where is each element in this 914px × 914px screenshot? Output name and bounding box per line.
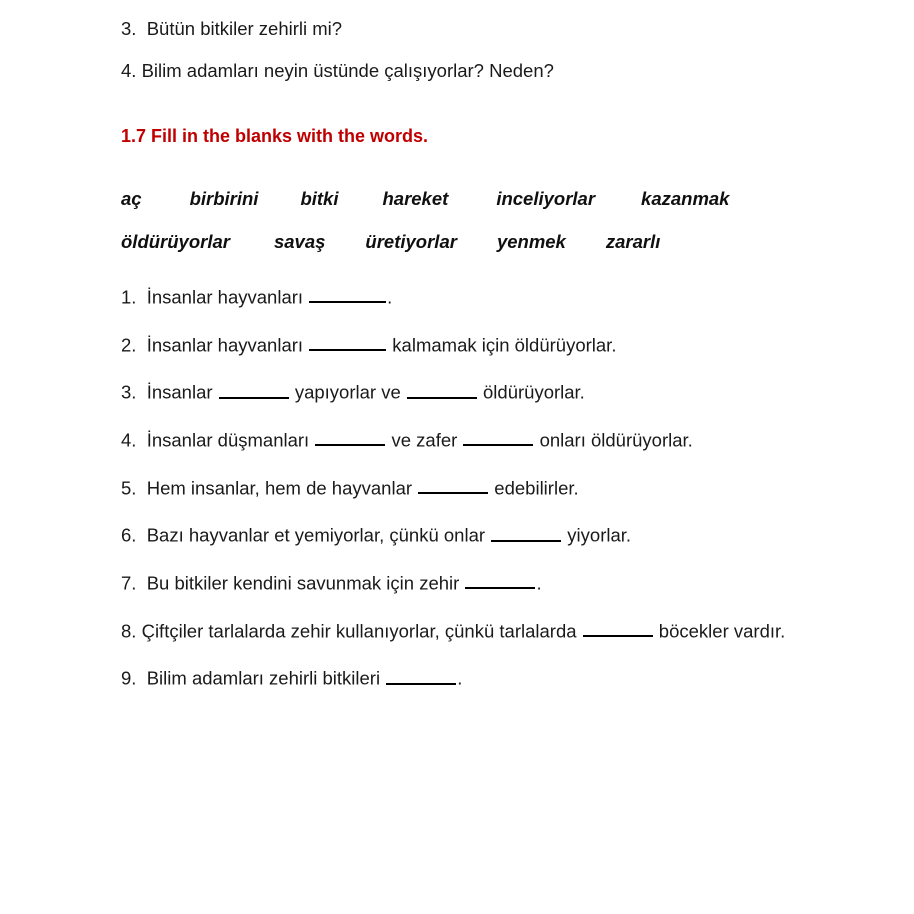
exercise-item-number: 2. [121,333,137,355]
exercise-item-number: 3. [121,381,137,403]
word-bank [121,190,821,251]
exercise-item-text: . [457,667,463,689]
exercise-item-text: . [387,286,393,308]
exercise-item-text: . [536,572,542,594]
word-bank-word: savaş [273,230,326,252]
word-bank-word: inceliyorlar [496,188,596,209]
exercise-item-text: İnsanlar hayvanları [136,333,309,355]
exercise-item [121,571,821,596]
exercise-item-number: 5. [121,476,137,498]
previous-questions-block [121,0,821,80]
fill-in-blank[interactable] [386,666,456,684]
exercise-item-text: onları öldürüyorlar. [534,429,693,451]
exercise-item-number: 7. [121,572,137,594]
exercise-item-text: Bazı hayvanlar et yemiyorlar, çünkü onlar [136,524,491,546]
exercise-item-number: 6. [121,524,137,546]
fill-in-blank[interactable] [315,428,385,446]
word-bank-word: öldürüyorlar [121,230,230,252]
exercise-item-number: 4. [121,429,137,451]
fill-in-blank[interactable] [309,285,386,303]
previous-question-line: 4. Bilim adamları neyin üstünde çalışıyorlar? Neden? [121,59,554,81]
exercise-item [121,666,821,691]
fill-in-blank[interactable] [583,619,653,637]
fill-in-blank[interactable] [418,476,488,494]
exercise-item [121,523,821,548]
exercise-item-text: Hem insanlar, hem de hayvanlar [136,476,418,498]
exercise-item-text: öldürüyorlar. [477,381,585,403]
exercise-item-text: yiyorlar. [562,524,632,546]
word-bank-word: kazanmak [641,188,730,209]
word-bank-word: aç [121,188,142,209]
previous-question-line: 3. Bütün bitkiler zehirli mi? [121,18,343,39]
exercise-item-text: İnsanlar [136,381,218,403]
word-bank-word: üretiyorlar [365,230,457,252]
exercise-item-text: İnsanlar hayvanları [136,286,309,308]
exercise-item-text: Çiftçiler tarlalarda zehir kullanıyorlar, çünkü tarlalarda [136,619,582,641]
fill-in-blank[interactable] [309,333,386,351]
word-bank-word: birbirini [189,188,259,209]
exercise-item-number: 1. [121,286,137,308]
word-bank-word: bitki [300,188,339,209]
word-bank-word: zararlı [605,230,661,252]
fill-in-blank[interactable] [463,428,533,446]
fill-in-blank[interactable] [407,380,477,398]
exercise-item [121,380,821,405]
word-bank-word: hareket [382,188,449,209]
exercise-item [121,333,821,358]
exercise-list [121,285,821,691]
exercise-item-number: 9. [121,667,137,689]
fill-in-blank[interactable] [465,571,535,589]
exercise-item-text: kalmamak için öldürüyorlar. [387,333,617,355]
exercise-item-text: böcekler vardır. [653,619,786,641]
document-content [121,0,821,714]
exercise-item [121,285,821,310]
exercise-item-text: ve zafer [386,429,463,451]
exercise-item [121,428,821,453]
word-bank-row [121,230,821,252]
exercise-item [121,619,821,644]
exercise-item-text: Bu bitkiler kendini savunmak için zehir [136,572,465,594]
fill-in-blank[interactable] [491,523,561,541]
exercise-item [121,476,821,501]
section-heading: 1.7 Fill in the blanks with the words. [121,126,429,146]
exercise-item-text: Bilim adamları zehirli bitkileri [136,667,386,689]
word-bank-row [121,190,821,209]
exercise-item-text: İnsanlar düşmanları [136,429,315,451]
word-bank-word: yenmek [496,230,566,252]
exercise-item-text: yapıyorlar ve [289,381,406,403]
exercise-item-number: 8. [121,619,137,641]
fill-in-blank[interactable] [219,380,289,398]
exercise-item-text: edebilirler. [489,476,579,498]
